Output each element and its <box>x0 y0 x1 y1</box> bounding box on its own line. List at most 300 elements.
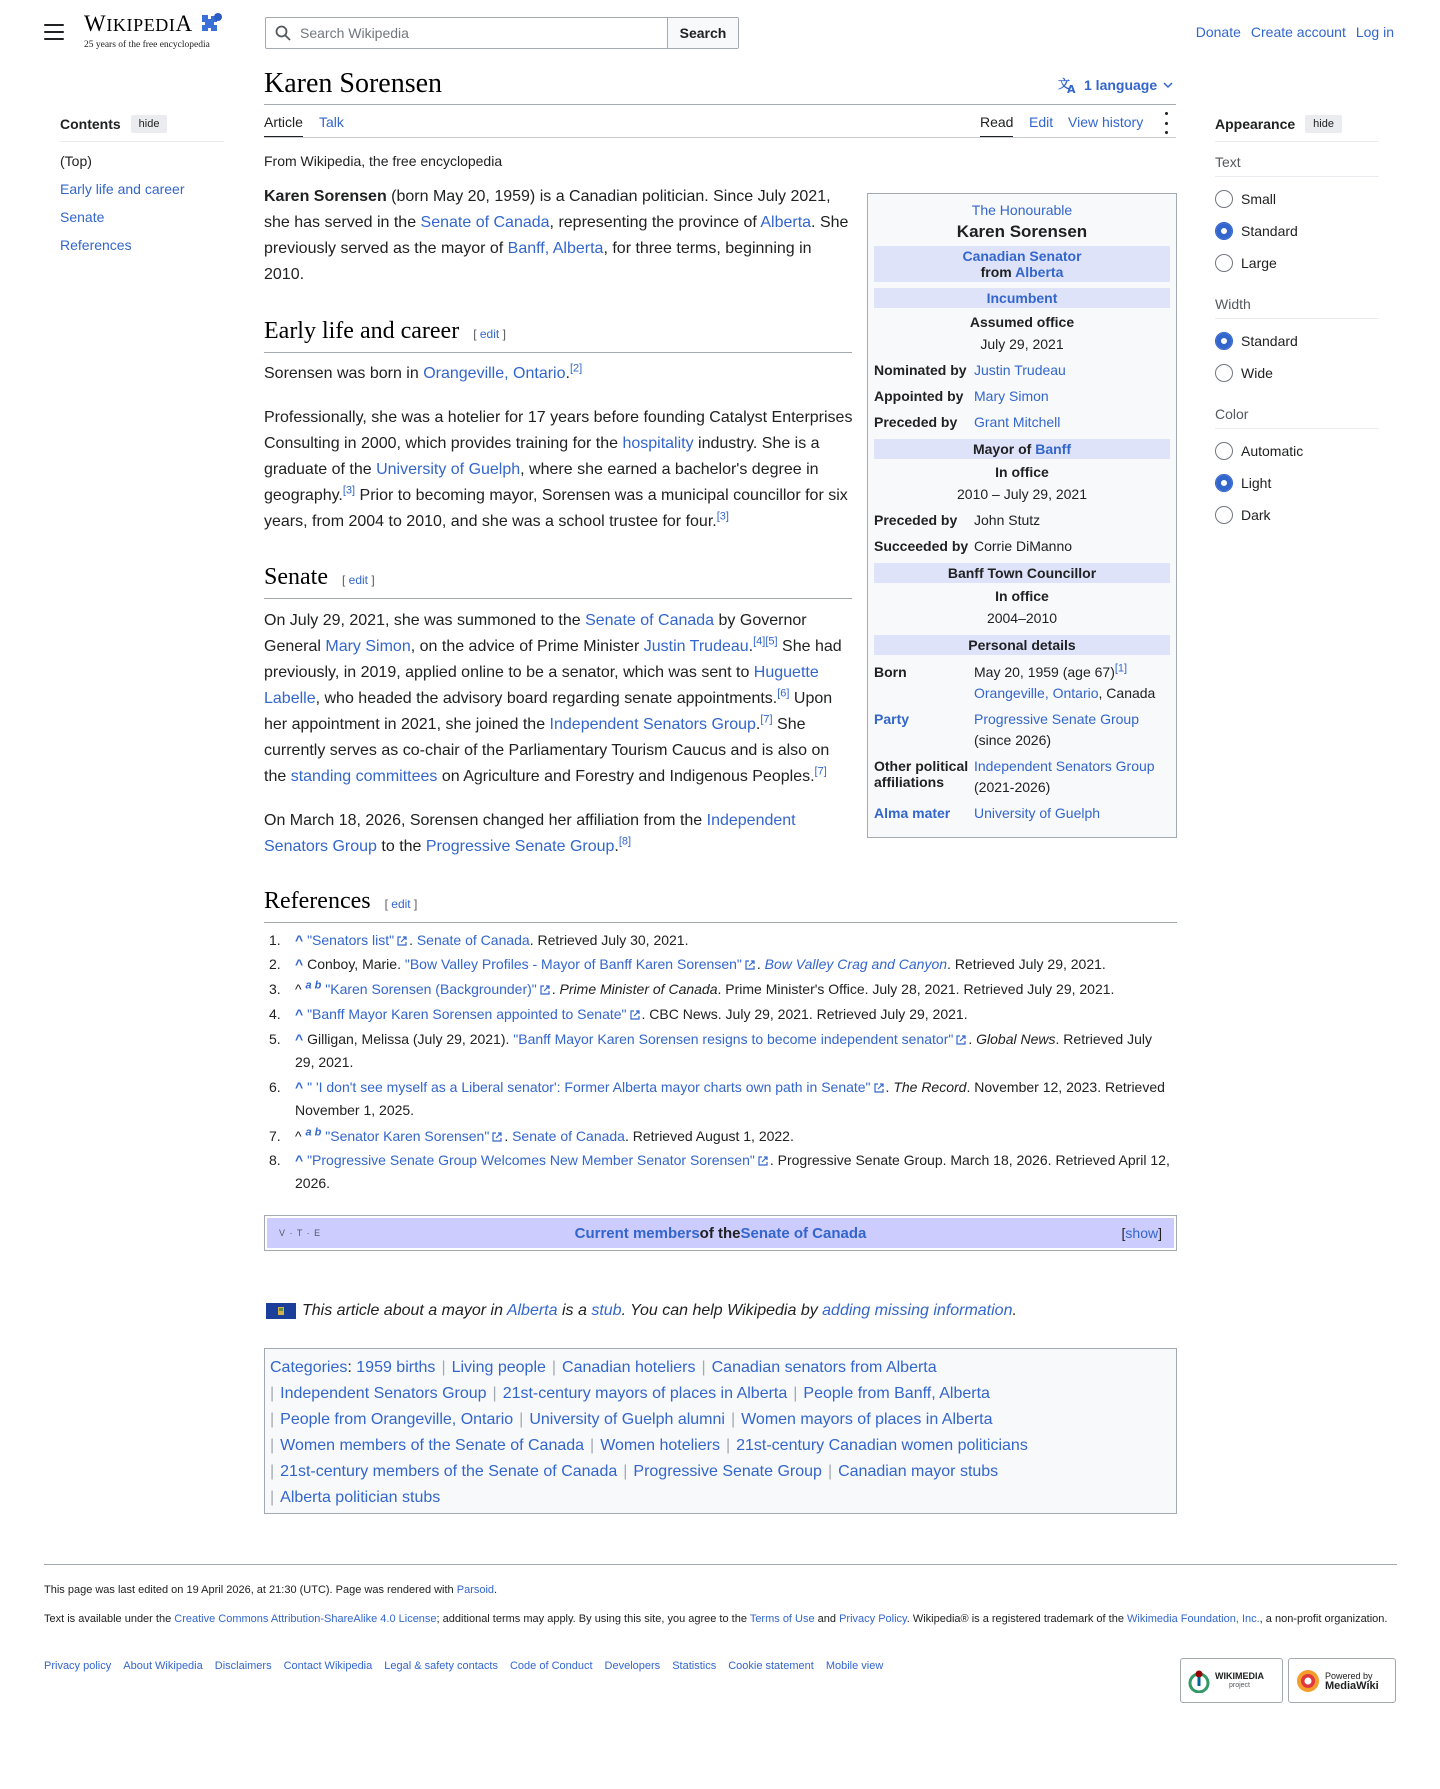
link-current-members[interactable]: Current members <box>574 1224 700 1242</box>
text: . <box>748 638 754 655</box>
edit-link[interactable]: edit <box>348 573 369 587</box>
appearance-title: Appearance <box>1215 116 1296 132</box>
footer-link-developers[interactable]: Developers <box>604 1660 661 1672</box>
ref-backlink[interactable]: ^ <box>295 1031 304 1047</box>
search-button[interactable]: Search <box>667 18 738 48</box>
text: . Retrieved July 30, 2021. <box>529 932 689 948</box>
text: affiliations <box>874 774 945 790</box>
footer-link-statistics[interactable]: Statistics <box>672 1660 717 1672</box>
puzzle-globe-icon <box>198 11 224 33</box>
infobox-office-mayor <box>874 439 1170 459</box>
ref-link[interactable]: "Senator Karen Sorensen" <box>325 1128 490 1144</box>
footer-divider <box>44 1564 1397 1565</box>
text: , on the advice of Prime Minister <box>410 638 644 655</box>
infobox-office-senator <box>874 246 1170 282</box>
badge-text <box>1325 1671 1379 1691</box>
radio-automatic[interactable] <box>1215 442 1233 460</box>
text: . <box>614 838 619 855</box>
text: Professionally, she was a hotelier for 17 years before founding Catalyst Enterprises Consulting in 2000, which provides training for the <box>264 409 853 452</box>
text: Sorensen was born in <box>264 365 424 382</box>
link-orangeville[interactable]: Orangeville, Ontario <box>974 685 1099 701</box>
section-edit-link[interactable]: [ edit ] <box>473 327 506 341</box>
reference-item: 1. ^ "Senators list" . Senate of Canada. Retrieved July 30, 2021. <box>295 929 1175 952</box>
ref-backlinks-ab[interactable]: a b <box>305 979 322 992</box>
text: industry. She is a graduate of the <box>264 435 820 478</box>
text: WIKIMEDIA <box>1215 1670 1264 1681</box>
early-paragraph-2 <box>264 405 854 535</box>
infobox-succeeded-value: Corrie DiManno <box>974 538 1073 554</box>
link-alberta[interactable]: Alberta <box>506 1302 558 1319</box>
edit-link[interactable]: edit <box>391 897 411 911</box>
link-progressive-senate-group[interactable]: Progressive Senate Group <box>425 838 615 855</box>
text: , Canada <box>1098 685 1156 701</box>
search-form <box>265 17 739 49</box>
text: On July 29, 2021, she was summoned to the <box>264 612 586 629</box>
infobox-born-label: Born <box>874 664 907 680</box>
link-university-of-guelph[interactable]: University of Guelph <box>974 805 1101 821</box>
text: Mayor of <box>972 441 1036 457</box>
citation-1[interactable]: [1] <box>1114 662 1128 675</box>
citation-7[interactable]: [7] <box>760 713 773 726</box>
infobox-personal-details: Personal details <box>874 635 1170 655</box>
infobox-appointed-label: Appointed by <box>874 388 964 404</box>
bracket: [ <box>1121 1225 1126 1241</box>
text: from <box>980 264 1016 280</box>
text: ; additional terms may apply. By using this site, you agree to the <box>436 1613 750 1625</box>
infobox-honorific[interactable]: The Honourable <box>971 202 1073 218</box>
infobox-inoffice-label: In office <box>995 464 1049 480</box>
logo-wordmark: WIKIPEDIA <box>84 11 193 36</box>
early-paragraph-1 <box>264 361 854 387</box>
external-link-icon <box>874 1083 884 1093</box>
text: May 20, 1959 (age 67) <box>974 664 1115 680</box>
text: , where she earned a bachelor's degree in geography. <box>264 461 819 504</box>
text: This article about a mayor in <box>302 1302 507 1319</box>
categories-label-link[interactable]: Categories <box>270 1359 348 1376</box>
radio-width-wide[interactable] <box>1215 364 1233 382</box>
radio-light-selected[interactable] <box>1215 474 1233 492</box>
toc-header <box>60 115 167 133</box>
section-heading-references <box>264 888 417 915</box>
donate-link[interactable]: Donate <box>1195 24 1241 40</box>
link-alma-mater-label[interactable]: Alma mater <box>874 805 951 821</box>
toc-divider <box>60 141 224 142</box>
text: On March 18, 2026, Sorensen changed her affiliation from the <box>264 812 707 829</box>
link-justin-trudeau[interactable]: Justin Trudeau <box>643 638 749 655</box>
infobox-mayor-term: 2010 – July 29, 2021 <box>957 486 1087 502</box>
user-links <box>1196 24 1394 40</box>
category-link[interactable]: Alberta politician stubs <box>280 1489 441 1506</box>
text: , for three terms, beginning in 2010. <box>264 240 812 283</box>
wikipedia-logo[interactable] <box>84 11 234 53</box>
radio-large[interactable] <box>1215 254 1233 272</box>
text: . November 12, 2023. Retrieved November 1, 2025. <box>295 1079 1165 1118</box>
ref-link[interactable]: " 'I don't see myself as a Liberal senator': Former Alberta mayor charts own path in Senate" <box>307 1079 871 1095</box>
footer-links <box>44 1660 883 1672</box>
ref-backlinks-ab[interactable]: a b <box>305 1126 322 1139</box>
link-party-label[interactable]: Party <box>874 711 910 727</box>
text: . <box>1012 1302 1017 1319</box>
link-wikimedia-foundation[interactable]: Wikimedia Foundation, Inc. <box>1127 1613 1260 1625</box>
external-link-icon <box>745 960 755 970</box>
link-alberta[interactable]: Alberta <box>1015 264 1064 280</box>
section-heading-senate <box>264 564 375 591</box>
link-mary-simon[interactable]: Mary Simon <box>974 388 1049 404</box>
radio-dark[interactable] <box>1215 506 1233 524</box>
intro-paragraph <box>264 184 854 288</box>
ref-number: 8. <box>269 1152 281 1168</box>
tab-edit[interactable]: Edit <box>1029 114 1054 130</box>
ref-number: 5. <box>269 1031 281 1047</box>
heading-divider <box>264 922 1177 923</box>
radio-label: Dark <box>1241 507 1271 523</box>
heading-text: References <box>264 888 371 914</box>
navbox-vte-links[interactable]: V · T · E <box>279 1228 322 1238</box>
link-grant-mitchell[interactable]: Grant Mitchell <box>974 414 1061 430</box>
category-link[interactable]: Living people <box>451 1359 546 1376</box>
ref-link[interactable]: "Bow Valley Profiles - Mayor of Banff Karen Sorensen" <box>404 956 742 972</box>
width-standard-option[interactable] <box>1215 332 1298 350</box>
footer-link-privacy[interactable]: Privacy policy <box>44 1660 112 1672</box>
external-link-icon <box>492 1132 502 1142</box>
text-size-small-option[interactable] <box>1215 190 1276 208</box>
infobox-nominated-label: Nominated by <box>874 362 967 378</box>
reference-item <box>269 1149 1175 1195</box>
text: project <box>1228 1681 1250 1689</box>
category-link[interactable]: Progressive Senate Group <box>633 1463 822 1480</box>
ref-work: The Record <box>893 1079 967 1095</box>
radio-label: Standard <box>1241 333 1298 349</box>
badge-text <box>1215 1671 1264 1691</box>
appearance-divider <box>1215 141 1379 142</box>
width-wide-option[interactable] <box>1215 364 1273 382</box>
category-link[interactable]: People from Banff, Alberta <box>803 1385 990 1402</box>
text: . She previously served as the mayor of <box>264 214 849 257</box>
text: . CBC News. July 29, 2021. Retrieved July 29, 2021. <box>641 1006 968 1022</box>
link-privacy-policy[interactable]: Privacy Policy <box>839 1613 907 1625</box>
link-senate-of-canada[interactable]: Senate of Canada <box>420 214 550 231</box>
radio-label: Automatic <box>1241 443 1304 459</box>
ref-link[interactable]: "Progressive Senate Group Welcomes New Member Senator Sorensen" <box>307 1152 755 1168</box>
radio-small[interactable] <box>1215 190 1233 208</box>
footer-link-about[interactable]: About Wikipedia <box>123 1660 203 1672</box>
svg-text:A: A <box>1067 83 1076 94</box>
tab-talk[interactable]: Talk <box>319 114 344 130</box>
wikimedia-logo-icon <box>1187 1669 1211 1693</box>
heading-text: Early life and career <box>264 318 460 344</box>
text: on Agriculture and Forestry and Indigenous Peoples. <box>437 768 815 785</box>
category-link[interactable]: Women members of the Senate of Canada <box>280 1437 585 1454</box>
reference-item: 2. ^ Conboy, Marie. "Bow Valley Profiles - Mayor of Banff Karen Sorensen" . Bow Valley Crag and Canyon. Retrieved July 29, 2021. <box>295 953 1175 976</box>
ref-caret: ^ <box>295 1128 302 1144</box>
infobox-assumed-label: Assumed office <box>969 314 1075 330</box>
infobox-other-years: (2021-2026) <box>974 779 1051 795</box>
width-divider <box>1215 318 1379 319</box>
citation-6[interactable]: [6] <box>777 687 790 700</box>
category-link[interactable]: 21st-century Canadian women politicians <box>736 1437 1028 1454</box>
category-link[interactable]: University of Guelph alumni <box>529 1411 725 1428</box>
title-divider <box>264 104 1176 105</box>
site-subtitle: From Wikipedia, the free encyclopedia <box>264 153 503 169</box>
ref-number: 1. <box>269 932 281 948</box>
ref-link[interactable]: "Banff Mayor Karen Sorensen appointed to Senate" <box>307 1006 627 1022</box>
section-edit-link[interactable]: [ edit ] <box>341 573 375 587</box>
text: Prior to becoming mayor, Sorensen was a municipal councillor for six years, from 2004 to 2010, and she was a school trustee for four. <box>264 487 848 530</box>
ref-caret: ^ <box>295 981 302 997</box>
search-input[interactable] <box>300 18 667 48</box>
category-link[interactable]: Canadian hoteliers <box>562 1359 696 1376</box>
external-link-icon <box>397 936 407 946</box>
ref-work: Global News <box>976 1031 1056 1047</box>
citation-8[interactable]: [8] <box>618 835 632 848</box>
link-banff-alberta[interactable]: Banff, Alberta <box>507 240 604 257</box>
alberta-flag-icon <box>266 1303 296 1319</box>
reference-item: 3. ^ $^{a b}$ "Karen Sorensen (Backgrounder)" . Prime Minister of Canada. Prime Minister's Office. July 28, 2021. Retrieved July 29, 2021. <box>295 978 1175 1001</box>
text: . You can help Wikipedia by <box>621 1302 823 1319</box>
reference-item: 5. ^ Gilligan, Melissa (July 29, 2021). "Banff Mayor Karen Sorensen resigns to become independent senator" . Global News. Retrieved July 29, 2021. <box>295 1028 1175 1074</box>
text-size-label: Text <box>1215 154 1241 170</box>
infobox-preceded-label: Preceded by <box>874 414 958 430</box>
radio-label: Large <box>1241 255 1277 271</box>
ref-backlink[interactable]: ^ <box>295 932 304 948</box>
color-automatic-option[interactable] <box>1215 442 1303 460</box>
appearance-header <box>1215 115 1342 133</box>
text: . Progressive Senate Group. March 18, 2026. Retrieved April 12, 2026. <box>295 1152 1170 1191</box>
category-link[interactable]: People from Orangeville, Ontario <box>280 1411 514 1428</box>
ref-link[interactable]: "Banff Mayor Karen Sorensen resigns to become independent senator" <box>513 1031 954 1047</box>
infobox <box>867 193 1177 838</box>
category-link[interactable]: 21st-century mayors of places in Alberta <box>502 1385 788 1402</box>
external-link-icon <box>758 1156 768 1166</box>
link-independent-senators-group[interactable]: Independent Senators Group <box>549 716 756 733</box>
ref-publisher-link[interactable]: Bow Valley Crag and Canyon <box>764 956 948 972</box>
link-cc-license[interactable]: Creative Commons Attribution-ShareAlike 4.0 License <box>174 1613 437 1625</box>
link-hospitality[interactable]: hospitality <box>622 435 694 452</box>
link-senate-of-canada[interactable]: Senate of Canada <box>740 1224 867 1242</box>
infobox-succeeded-label: Succeeded by <box>874 538 969 554</box>
external-link-icon <box>956 1035 966 1045</box>
footer-link-disclaimers[interactable]: Disclaimers <box>214 1660 272 1672</box>
color-divider <box>1215 428 1379 429</box>
edit-link[interactable]: edit <box>479 327 500 341</box>
navbox <box>264 1215 1177 1251</box>
ref-number: 7. <box>269 1128 281 1144</box>
svg-text:文: 文 <box>1058 77 1071 91</box>
ref-number: 3. <box>269 981 281 997</box>
infobox-office-councillor: Banff Town Councillor <box>874 563 1170 583</box>
link-parsoid[interactable]: Parsoid <box>456 1584 495 1596</box>
color-light-option[interactable] <box>1215 474 1271 492</box>
toc-title: Contents <box>60 116 121 132</box>
text: , representing the province of <box>549 214 761 231</box>
link-alberta[interactable]: Alberta <box>760 214 812 231</box>
toc-item-early-life[interactable]: Early life and career <box>60 181 185 197</box>
citation-2[interactable]: [2] <box>569 362 583 375</box>
link-independent-senators-group[interactable]: Independent Senators Group <box>264 812 796 855</box>
more-tools-icon[interactable] <box>1163 112 1169 134</box>
footer-last-edited <box>44 1582 1399 1599</box>
color-dark-option[interactable] <box>1215 506 1271 524</box>
navbox-title <box>267 1218 1174 1248</box>
senate-paragraph-2 <box>264 808 854 860</box>
text: . <box>565 365 570 382</box>
language-button[interactable] <box>1058 76 1173 94</box>
text: . Retrieved August 1, 2022. <box>624 1128 794 1144</box>
link-banff[interactable]: Banff <box>1035 441 1071 457</box>
stub-notice <box>266 1302 1017 1320</box>
ref-publisher-link[interactable]: Senate of Canada <box>512 1128 625 1144</box>
link-orangeville[interactable]: Orangeville, Ontario <box>423 365 566 382</box>
language-icon <box>1058 76 1078 94</box>
toc-item-top[interactable]: (Top) <box>60 153 92 169</box>
page-title: Karen Sorensen <box>264 68 443 99</box>
citation-3[interactable]: [3] <box>716 510 729 523</box>
link-justin-trudeau[interactable]: Justin Trudeau <box>974 362 1066 378</box>
text: She had previously, in 2019, applied online to be a senator, which was sent to <box>264 638 842 681</box>
text: , a non-profit organization. <box>1259 1613 1388 1625</box>
text: . Wikipedia® is a registered trademark of the <box>906 1613 1127 1625</box>
infobox-preceded-label: Preceded by <box>874 512 958 528</box>
language-count: 1 language <box>1084 77 1158 93</box>
link-adding-missing-information[interactable]: adding missing information <box>822 1302 1013 1319</box>
text: . Retrieved July 29, 2021. <box>295 1031 1152 1070</box>
category-link[interactable]: 21st-century members of the Senate of Canada <box>280 1463 618 1480</box>
category-link[interactable]: Independent Senators Group <box>280 1385 487 1402</box>
link-terms-of-use[interactable]: Terms of Use <box>749 1613 815 1625</box>
create-account-link[interactable]: Create account <box>1250 24 1346 40</box>
link-senate-of-canada[interactable]: Senate of Canada <box>585 612 715 629</box>
tab-article[interactable]: Article <box>264 114 303 138</box>
ref-work: Prime Minister of Canada <box>559 981 718 997</box>
tabs-divider <box>264 137 1176 138</box>
text: . Retrieved July 29, 2021. <box>947 956 1106 972</box>
text-divider <box>1215 176 1379 177</box>
footer-link-cookie[interactable]: Cookie statement <box>728 1660 814 1672</box>
category-link[interactable]: Canadian senators from Alberta <box>711 1359 937 1376</box>
link-independent-senators-group[interactable]: Independent Senators Group <box>974 758 1155 774</box>
appearance-hide-button[interactable]: hide <box>1305 115 1342 133</box>
radio-standard-selected[interactable] <box>1215 222 1233 240</box>
category-link[interactable]: Women mayors of places in Alberta <box>741 1411 993 1428</box>
footer-link-mobile-view[interactable]: Mobile view <box>825 1660 884 1672</box>
ref-publisher-link[interactable]: Senate of Canada <box>416 932 530 948</box>
radio-label: Small <box>1241 191 1277 207</box>
tab-view-history[interactable]: View history <box>1068 114 1144 130</box>
section-edit-link[interactable]: [ edit ] <box>384 897 418 911</box>
login-link[interactable]: Log in <box>1355 24 1394 40</box>
citation-4-5[interactable]: [4][5] <box>753 635 778 648</box>
ref-number: 4. <box>269 1006 281 1022</box>
ref-backlink[interactable]: ^ <box>295 1006 304 1022</box>
wikimedia-project-badge[interactable] <box>1180 1658 1283 1703</box>
ref-number: 2. <box>269 956 281 972</box>
radio-label: Wide <box>1241 365 1273 381</box>
senate-paragraph-1 <box>264 608 854 790</box>
category-link[interactable]: 1959 births <box>356 1359 436 1376</box>
show-link[interactable]: show <box>1125 1225 1159 1241</box>
ref-backlink[interactable]: ^ <box>295 956 304 972</box>
footer-license <box>44 1611 1399 1628</box>
text: to the <box>376 838 426 855</box>
powered-by-mediawiki-badge[interactable] <box>1288 1658 1396 1703</box>
ref-backlink[interactable]: ^ <box>295 1152 304 1168</box>
footer-link-code-of-conduct[interactable]: Code of Conduct <box>509 1660 593 1672</box>
category-link[interactable]: Women hoteliers <box>600 1437 720 1454</box>
link-canadian-senator[interactable]: Canadian Senator <box>962 248 1082 264</box>
link-university-of-guelph[interactable]: University of Guelph <box>376 461 521 478</box>
tab-read[interactable]: Read <box>980 114 1013 138</box>
logo-tagline: 25 years of the free encyclopedia <box>84 40 210 50</box>
reference-item: 7. ^ $^{a b}$ "Senator Karen Sorensen" . Senate of Canada. Retrieved August 1, 2022. <box>295 1125 1175 1148</box>
infobox-assumed-date: July 29, 2021 <box>980 336 1064 352</box>
bold-name: Karen Sorensen <box>264 188 387 205</box>
footer-link-contact[interactable]: Contact Wikipedia <box>283 1660 373 1672</box>
text: , who headed the advisory board regarding senate appointments. <box>315 690 778 707</box>
infobox-name: Karen Sorensen <box>956 222 1088 241</box>
reference-item <box>269 1003 1175 1026</box>
text: Upon her appointment in 2021, she joined the <box>264 690 833 733</box>
radio-label: Standard <box>1241 223 1298 239</box>
footer-link-legal[interactable]: Legal & safety contacts <box>384 1660 498 1672</box>
infobox-born-place <box>974 685 1155 701</box>
ref-link[interactable]: "Karen Sorensen (Backgrounder)" <box>325 981 537 997</box>
link-mary-simon[interactable]: Mary Simon <box>325 638 411 655</box>
category-links: Categories: 1959 births | Living people | Canadian hoteliers | Canadian senators from Alberta | Independent Senators Group | 21st-century mayors of places in Alberta | People from Banff, Alberta | People from Orangeville, Ontario | University of Guelph alumni | Women mayors of places in Alberta | Women members of the Senate of Canada | Women hoteliers | 21st-century Canadian women politicians | 21st-century members of the Senate of Canada | Progressive Senate Group | Canadian mayor stubs | Alberta politician stubs <box>264 1348 1177 1514</box>
toc-item-senate[interactable]: Senate <box>60 209 105 225</box>
category-link[interactable]: Canadian mayor stubs <box>838 1463 999 1480</box>
infobox-preceded-value: John Stutz <box>974 512 1041 528</box>
stub-text <box>302 1302 1017 1320</box>
text: . <box>494 1584 498 1596</box>
link-progressive-senate-group[interactable]: Progressive Senate Group <box>974 711 1139 727</box>
text: Text is available under the <box>44 1613 175 1625</box>
text: . <box>755 716 761 733</box>
text: She currently serves as co-chair of the Parliamentary Tourism Caucus and is also on the <box>264 716 830 785</box>
color-label: Color <box>1215 406 1249 422</box>
infobox-incumbent[interactable]: Incumbent <box>874 288 1170 308</box>
link-standing-committees[interactable]: standing committees <box>290 768 438 785</box>
link-huguette-labelle[interactable]: Huguette Labelle <box>264 664 819 707</box>
toc-item-references[interactable]: References <box>60 237 132 253</box>
ref-link[interactable]: "Senators list" <box>307 932 395 948</box>
text-size-standard-option[interactable] <box>1215 222 1298 240</box>
text: is a <box>557 1302 592 1319</box>
text: of the <box>699 1224 741 1242</box>
ref-number: 6. <box>269 1079 281 1095</box>
text: This page was last edited on 19 April 2026, at 21:30 (UTC). Page was rendered with <box>44 1584 457 1596</box>
ref-backlink[interactable]: ^ <box>295 1079 304 1095</box>
infobox-party-since: (since 2026) <box>974 732 1052 748</box>
chevron-down-icon <box>1163 81 1173 89</box>
mediawiki-logo-icon <box>1295 1668 1321 1694</box>
citation-3[interactable]: [3] <box>342 484 356 497</box>
citation-7[interactable]: [7] <box>814 765 827 778</box>
heading-text: Senate <box>264 564 328 590</box>
link-stub[interactable]: stub <box>591 1302 622 1319</box>
toc-hide-button[interactable]: hide <box>131 115 168 133</box>
main-menu-icon[interactable] <box>44 24 64 40</box>
navbox-show-toggle[interactable] <box>1122 1225 1162 1241</box>
text: Powered by <box>1325 1670 1373 1681</box>
text: and <box>814 1613 840 1625</box>
radio-width-standard-selected[interactable] <box>1215 332 1233 350</box>
text: Other political <box>874 758 969 774</box>
radio-label: Light <box>1241 475 1272 491</box>
infobox-other-label <box>874 758 968 790</box>
text: Conboy, Marie. <box>307 956 405 972</box>
text-size-large-option[interactable] <box>1215 254 1277 272</box>
reference-item: 6. ^ " 'I don't see myself as a Liberal senator': Former Alberta mayor charts own path in Senate" . The Record. November 12, 2023. Retrieved November 1, 2025. <box>295 1076 1175 1122</box>
